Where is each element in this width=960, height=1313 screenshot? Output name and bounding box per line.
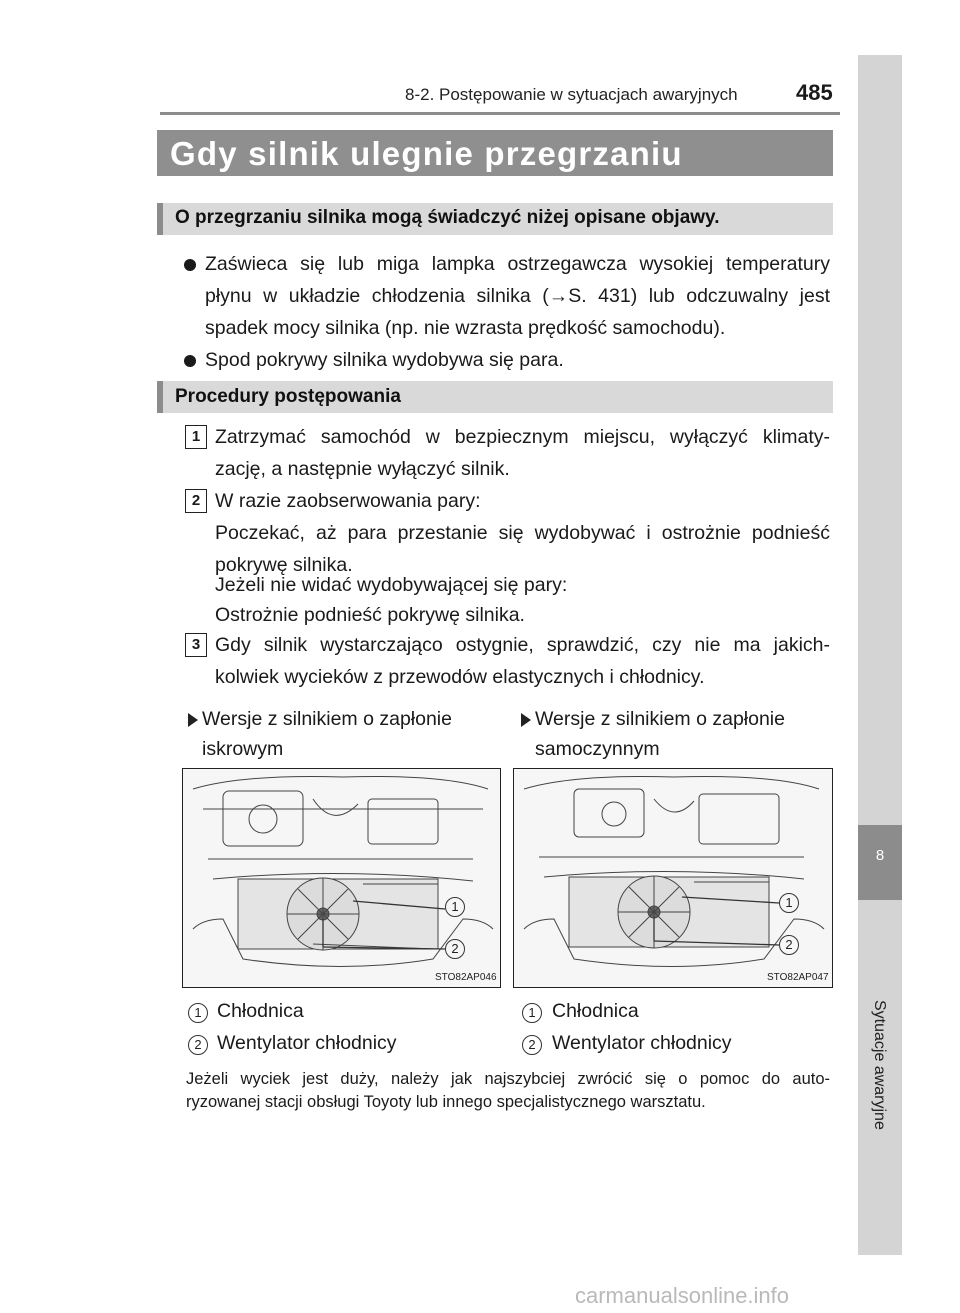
- page-number: 485: [796, 80, 833, 105]
- side-tab-number: 8: [875, 847, 885, 864]
- engine-bay-drawing: [514, 769, 832, 987]
- figure-code: STO82AP046: [435, 972, 497, 983]
- legend-fan: Wentylator chłodnicy: [552, 1032, 732, 1054]
- side-tab-label: Sytuacje awaryjne: [871, 1000, 888, 1130]
- section-heading-procedures: Procedury postępowania: [175, 386, 401, 407]
- step-number-box: 2: [185, 489, 207, 513]
- header-divider: [160, 112, 840, 115]
- callout-2: 2: [445, 939, 465, 959]
- step-text: Zatrzymać samochód w bezpiecznym miejscu, wyłączyć klimaty- zację, a następnie wyłączyć silnik.: [215, 426, 830, 480]
- step-subtext: Poczekać, aż para przestanie się wydobywać i ostrożnie podnieść pokrywę silnika.: [215, 522, 830, 576]
- legend-radiator: Chłodnica: [217, 1000, 304, 1022]
- triangle-bullet-icon: [521, 713, 531, 727]
- step-number-box: 1: [185, 425, 207, 449]
- callout-2: 2: [779, 935, 799, 955]
- engine-bay-illustration-diesel: [513, 768, 833, 988]
- legend-number: 1: [522, 1003, 542, 1023]
- page-title: Gdy silnik ulegnie przegrzaniu: [170, 135, 683, 172]
- triangle-bullet-icon: [188, 713, 198, 727]
- figure-caption: Wersje z silnikiem o zapłonie iskrowym: [202, 708, 452, 760]
- callout-1: 1: [779, 893, 799, 913]
- step-text: W razie zaobserwowania pary:: [215, 490, 481, 512]
- bullet-icon: [184, 259, 196, 271]
- step-number-box: 3: [185, 633, 207, 657]
- figure-caption: Wersje z silnikiem o zapłonie samoczynnym: [535, 708, 785, 760]
- figure-code: STO82AP047: [767, 972, 829, 983]
- engine-bay-illustration-petrol: [182, 768, 501, 988]
- section-heading-symptoms: O przegrzaniu silnika mogą świadczyć niżej opisane objawy.: [175, 207, 720, 228]
- legend-number: 2: [522, 1035, 542, 1055]
- legend-fan: Wentylator chłodnicy: [217, 1032, 397, 1054]
- bullet-item: Spod pokrywy silnika wydobywa się para.: [205, 349, 564, 371]
- note-paragraph: Jeżeli wyciek jest duży, należy jak najszybciej zwrócić się o pomoc do auto- ryzowanej stacji obsługi Toyoty lub innego specjalistycznego warsztatu.: [186, 1070, 830, 1111]
- legend-number: 2: [188, 1035, 208, 1055]
- step-subtext: Jeżeli nie widać wydobywającej się pary: Ostrożnie podnieść pokrywę silnika.: [215, 574, 568, 626]
- bullet-icon: [184, 355, 196, 367]
- footer-watermark: carmanualsonline.info: [575, 1283, 790, 1308]
- step-text: Gdy silnik wystarczająco ostygnie, sprawdzić, czy nie ma jakich- kolwiek wycieków z przewodów elastycznych i chłodnicy.: [215, 634, 830, 688]
- callout-1: 1: [445, 897, 465, 917]
- bullet-item: Zaświeca się lub miga lampka ostrzegawcza wysokiej temperatury płynu w układzie chłodzenia silnika (→S. 431) lub odczuwalny jest spadek mocy silnika (np. nie wzrasta prędkość samochodu).: [205, 253, 830, 339]
- legend-number: 1: [188, 1003, 208, 1023]
- chapter-title: 8-2. Postępowanie w sytuacjach awaryjnych: [405, 85, 738, 104]
- legend-radiator: Chłodnica: [552, 1000, 639, 1022]
